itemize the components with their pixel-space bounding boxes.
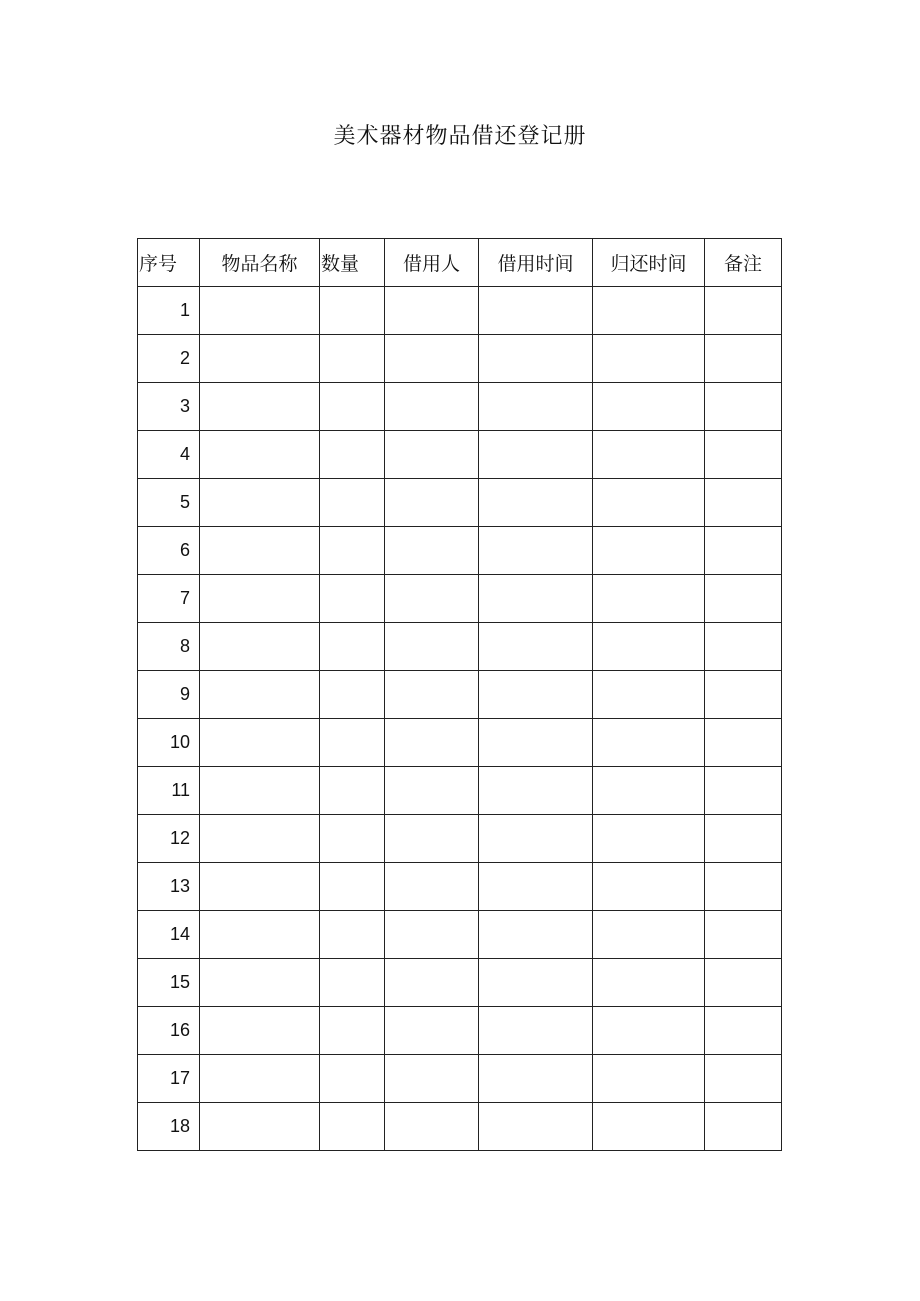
remarks-cell (705, 479, 782, 527)
quantity-cell (320, 383, 385, 431)
borrow-time-cell (479, 815, 593, 863)
row-index-cell: 9 (138, 671, 200, 719)
column-header-return-time: 归还时间 (593, 239, 705, 287)
quantity-cell (320, 863, 385, 911)
borrower-cell (385, 1103, 479, 1151)
borrower-cell (385, 383, 479, 431)
remarks-cell (705, 527, 782, 575)
borrower-cell (385, 671, 479, 719)
item-name-cell (200, 479, 320, 527)
row-index-cell: 17 (138, 1055, 200, 1103)
table-row (138, 575, 782, 623)
item-name-cell (200, 623, 320, 671)
column-header-remarks: 备注 (705, 239, 782, 287)
borrower-cell (385, 815, 479, 863)
borrow-time-cell (479, 575, 593, 623)
borrow-time-cell (479, 383, 593, 431)
table-row (138, 815, 782, 863)
return-time-cell (593, 431, 705, 479)
row-index-cell: 13 (138, 863, 200, 911)
item-name-cell (200, 863, 320, 911)
item-name-cell (200, 575, 320, 623)
return-time-cell (593, 815, 705, 863)
table-row (138, 719, 782, 767)
table-row (138, 959, 782, 1007)
borrower-cell (385, 1007, 479, 1055)
table-body (138, 287, 782, 1151)
return-time-cell (593, 911, 705, 959)
remarks-cell (705, 287, 782, 335)
borrow-time-cell (479, 1055, 593, 1103)
return-time-cell (593, 479, 705, 527)
return-time-cell (593, 719, 705, 767)
table-row (138, 1007, 782, 1055)
item-name-cell (200, 287, 320, 335)
return-time-cell (593, 287, 705, 335)
borrow-time-cell (479, 527, 593, 575)
borrow-time-cell (479, 623, 593, 671)
quantity-cell (320, 575, 385, 623)
table-row (138, 671, 782, 719)
return-time-cell (593, 1103, 705, 1151)
return-time-cell (593, 1055, 705, 1103)
borrower-cell (385, 527, 479, 575)
table-row (138, 287, 782, 335)
remarks-cell (705, 959, 782, 1007)
item-name-cell (200, 431, 320, 479)
column-header-borrow-time: 借用时间 (479, 239, 593, 287)
return-time-cell (593, 335, 705, 383)
row-index-cell: 12 (138, 815, 200, 863)
quantity-cell (320, 431, 385, 479)
row-index-cell: 8 (138, 623, 200, 671)
row-index-cell: 16 (138, 1007, 200, 1055)
table-row (138, 383, 782, 431)
return-time-cell (593, 767, 705, 815)
row-index-cell: 2 (138, 335, 200, 383)
quantity-cell (320, 1103, 385, 1151)
borrower-cell (385, 335, 479, 383)
borrower-cell (385, 959, 479, 1007)
remarks-cell (705, 1055, 782, 1103)
item-name-cell (200, 335, 320, 383)
quantity-cell (320, 1007, 385, 1055)
remarks-cell (705, 431, 782, 479)
borrower-cell (385, 431, 479, 479)
item-name-cell (200, 1103, 320, 1151)
item-name-cell (200, 719, 320, 767)
return-time-cell (593, 623, 705, 671)
table-row (138, 527, 782, 575)
return-time-cell (593, 671, 705, 719)
borrower-cell (385, 767, 479, 815)
column-header-quantity: 数量 (320, 239, 385, 287)
borrow-time-cell (479, 911, 593, 959)
borrower-cell (385, 575, 479, 623)
borrower-cell (385, 911, 479, 959)
quantity-cell (320, 1055, 385, 1103)
borrow-time-cell (479, 335, 593, 383)
remarks-cell (705, 671, 782, 719)
quantity-cell (320, 671, 385, 719)
item-name-cell (200, 1007, 320, 1055)
row-index-cell: 10 (138, 719, 200, 767)
row-index-cell: 1 (138, 287, 200, 335)
quantity-cell (320, 767, 385, 815)
quantity-cell (320, 623, 385, 671)
row-index-cell: 3 (138, 383, 200, 431)
quantity-cell (320, 815, 385, 863)
table-row (138, 479, 782, 527)
row-index-cell: 5 (138, 479, 200, 527)
borrow-time-cell (479, 767, 593, 815)
column-header-item-name: 物品名称 (200, 239, 320, 287)
return-time-cell (593, 1007, 705, 1055)
column-header-index: 序号 (138, 239, 200, 287)
table-row (138, 623, 782, 671)
remarks-cell (705, 911, 782, 959)
borrow-return-table (137, 238, 782, 1151)
borrower-cell (385, 287, 479, 335)
item-name-cell (200, 527, 320, 575)
return-time-cell (593, 863, 705, 911)
row-index-cell: 4 (138, 431, 200, 479)
row-index-cell: 14 (138, 911, 200, 959)
return-time-cell (593, 575, 705, 623)
row-index-cell: 18 (138, 1103, 200, 1151)
quantity-cell (320, 911, 385, 959)
item-name-cell (200, 383, 320, 431)
item-name-cell (200, 959, 320, 1007)
borrower-cell (385, 623, 479, 671)
borrow-time-cell (479, 479, 593, 527)
quantity-cell (320, 479, 385, 527)
quantity-cell (320, 959, 385, 1007)
row-index-cell: 7 (138, 575, 200, 623)
table-row (138, 767, 782, 815)
borrow-time-cell (479, 431, 593, 479)
table-row (138, 863, 782, 911)
row-index-cell: 15 (138, 959, 200, 1007)
item-name-cell (200, 671, 320, 719)
borrower-cell (385, 479, 479, 527)
page-title: 美术器材物品借还登记册 (333, 124, 587, 149)
table-row (138, 335, 782, 383)
item-name-cell (200, 1055, 320, 1103)
borrow-time-cell (479, 863, 593, 911)
quantity-cell (320, 719, 385, 767)
borrow-time-cell (479, 959, 593, 1007)
table-header-row (138, 239, 782, 287)
remarks-cell (705, 575, 782, 623)
item-name-cell (200, 911, 320, 959)
borrower-cell (385, 719, 479, 767)
item-name-cell (200, 767, 320, 815)
return-time-cell (593, 959, 705, 1007)
quantity-cell (320, 335, 385, 383)
remarks-cell (705, 815, 782, 863)
remarks-cell (705, 767, 782, 815)
remarks-cell (705, 719, 782, 767)
remarks-cell (705, 863, 782, 911)
remarks-cell (705, 1007, 782, 1055)
return-time-cell (593, 527, 705, 575)
remarks-cell (705, 623, 782, 671)
borrow-time-cell (479, 1103, 593, 1151)
borrow-time-cell (479, 719, 593, 767)
borrower-cell (385, 863, 479, 911)
table-row (138, 911, 782, 959)
borrow-time-cell (479, 287, 593, 335)
table-row (138, 431, 782, 479)
quantity-cell (320, 527, 385, 575)
column-header-borrower: 借用人 (385, 239, 479, 287)
borrower-cell (385, 1055, 479, 1103)
remarks-cell (705, 1103, 782, 1151)
remarks-cell (705, 335, 782, 383)
return-time-cell (593, 383, 705, 431)
quantity-cell (320, 287, 385, 335)
row-index-cell: 11 (138, 767, 200, 815)
remarks-cell (705, 383, 782, 431)
row-index-cell: 6 (138, 527, 200, 575)
table-row (138, 1055, 782, 1103)
item-name-cell (200, 815, 320, 863)
borrow-time-cell (479, 1007, 593, 1055)
borrow-time-cell (479, 671, 593, 719)
table-row (138, 1103, 782, 1151)
